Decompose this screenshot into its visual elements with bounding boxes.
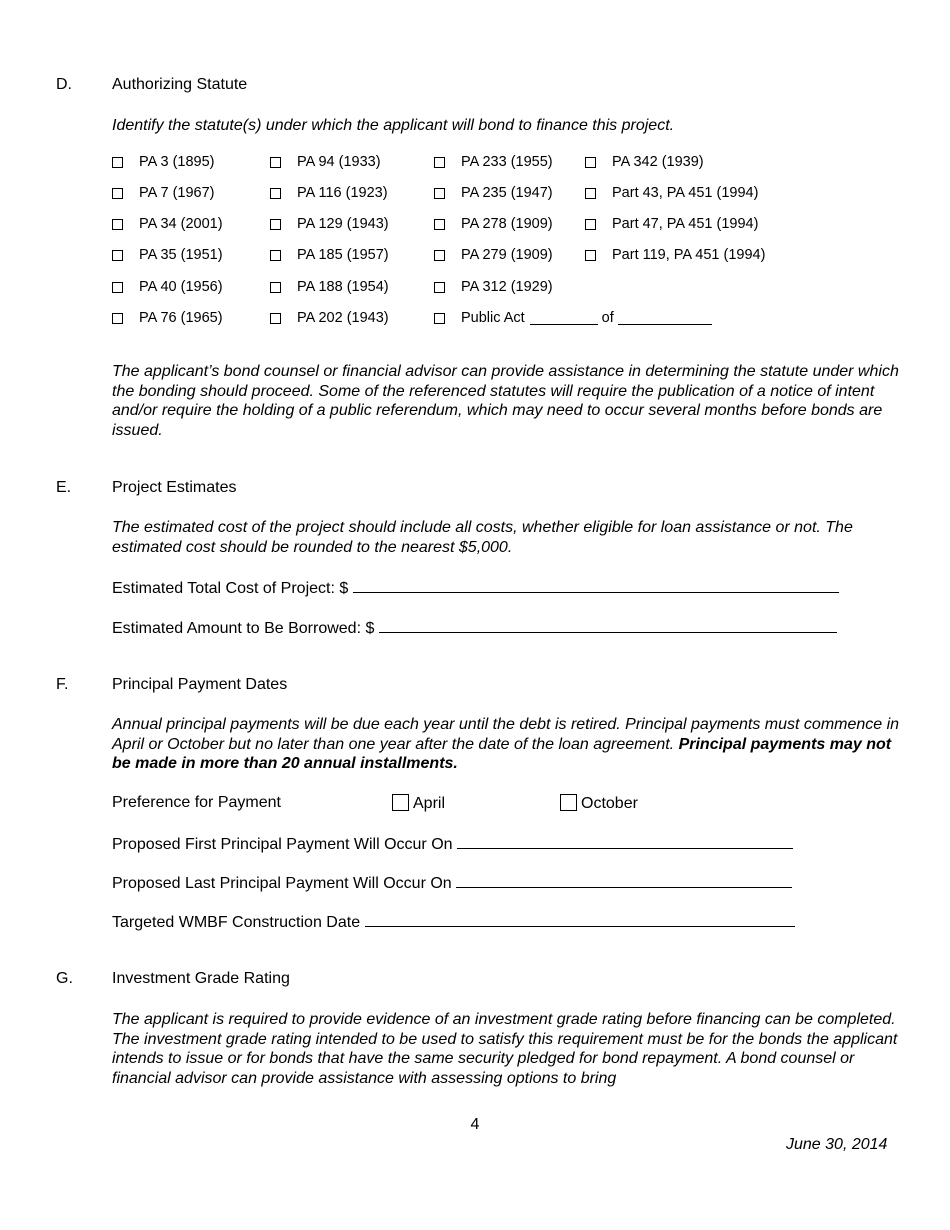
checkbox[interactable] xyxy=(112,157,123,168)
section-e-title: Project Estimates xyxy=(112,479,237,496)
first-payment-field[interactable] xyxy=(457,834,793,849)
total-cost-row xyxy=(112,578,839,598)
checkbox[interactable] xyxy=(270,282,281,293)
statute-label: PA 312 (1929) xyxy=(461,279,553,295)
section-g-title: Investment Grade Rating xyxy=(112,970,290,987)
last-payment-row xyxy=(112,873,792,893)
section-d-note: The applicant’s bond counsel or financial advisor can provide assistance in determining the statute under which the bonding should proceed. Some of the referenced statutes will require the publication of a notice of intent and/or require the holding of a public referendum, which may need to occur several months before bonds are issued. xyxy=(112,363,899,439)
option-april[interactable] xyxy=(392,794,445,813)
public-act-number-field[interactable] xyxy=(530,312,598,325)
statute-option[interactable] xyxy=(270,247,389,263)
checkbox[interactable] xyxy=(270,157,281,168)
statute-label: PA 94 (1933) xyxy=(297,154,381,170)
checkbox[interactable] xyxy=(270,250,281,261)
statute-option[interactable] xyxy=(270,279,389,295)
construction-row xyxy=(112,912,795,932)
construction-label: Targeted WMBF Construction Date xyxy=(112,914,361,931)
checkbox[interactable] xyxy=(270,313,281,324)
checkbox[interactable] xyxy=(434,313,445,324)
first-payment-label: Proposed First Principal Payment Will Occur On xyxy=(112,836,453,853)
statute-option[interactable] xyxy=(434,247,553,263)
statute-label: PA 40 (1956) xyxy=(139,279,223,295)
statute-label: PA 235 (1947) xyxy=(461,185,553,201)
statute-option[interactable] xyxy=(112,154,215,170)
checkbox[interactable] xyxy=(585,250,596,261)
statute-label: PA 233 (1955) xyxy=(461,154,553,170)
statute-label: PA 35 (1951) xyxy=(139,247,223,263)
october-label: October xyxy=(581,795,638,812)
section-f-letter: F. xyxy=(56,676,69,693)
statute-option[interactable] xyxy=(434,216,553,232)
checkbox[interactable] xyxy=(434,282,445,293)
checkbox[interactable] xyxy=(112,219,123,230)
checkbox[interactable] xyxy=(112,250,123,261)
checkbox[interactable] xyxy=(270,188,281,199)
checkbox[interactable] xyxy=(270,219,281,230)
statute-option[interactable] xyxy=(270,185,388,201)
section-e-instruction: The estimated cost of the project should include all costs, whether eligible for loan assistance or not. The estimated cost should be rounded to the nearest $5,000. xyxy=(112,519,853,556)
borrowed-row xyxy=(112,618,837,638)
statute-label: PA 342 (1939) xyxy=(612,154,704,170)
checkbox[interactable] xyxy=(585,188,596,199)
preference-label: Preference for Payment xyxy=(112,794,281,811)
statute-label: PA 279 (1909) xyxy=(461,247,553,263)
section-g-letter: G. xyxy=(56,970,73,987)
statute-option[interactable] xyxy=(270,310,389,326)
april-checkbox[interactable] xyxy=(392,794,409,811)
total-cost-field[interactable] xyxy=(353,578,839,593)
checkbox[interactable] xyxy=(112,188,123,199)
statute-option[interactable] xyxy=(270,154,381,170)
section-d-instruction: Identify the statute(s) under which the applicant will bond to finance this project. xyxy=(112,117,675,134)
checkbox[interactable] xyxy=(434,250,445,261)
footer-date: June 30, 2014 xyxy=(786,1136,888,1153)
checkbox[interactable] xyxy=(434,188,445,199)
statute-option[interactable] xyxy=(112,185,215,201)
checkbox[interactable] xyxy=(112,313,123,324)
statute-option[interactable] xyxy=(434,154,553,170)
borrowed-field[interactable] xyxy=(379,618,837,633)
statute-label: PA 278 (1909) xyxy=(461,216,553,232)
section-g-instruction: The applicant is required to provide evidence of an investment grade rating before financing can be completed. The investment grade rating intended to be used to satisfy this requirement must be for the bonds the applicant intends to issue or for bonds that have the same security pledged for bond repayment. A bond counsel or financial advisor can provide assistance with assessing options to bring xyxy=(112,1011,898,1087)
option-october[interactable] xyxy=(560,794,638,813)
checkbox[interactable] xyxy=(112,282,123,293)
first-payment-row xyxy=(112,834,793,854)
public-act-year-field[interactable] xyxy=(618,312,712,325)
public-act-label: Public Act xyxy=(461,310,525,326)
statute-option[interactable] xyxy=(112,310,223,326)
statute-label: PA 34 (2001) xyxy=(139,216,223,232)
checkbox[interactable] xyxy=(434,219,445,230)
checkbox[interactable] xyxy=(585,219,596,230)
statute-option[interactable] xyxy=(585,185,758,201)
statute-option[interactable] xyxy=(434,185,553,201)
statute-public-act[interactable] xyxy=(434,310,712,326)
section-f-instruction xyxy=(112,715,902,774)
section-f-instruction-bold: Principal payments may not be made in more than 20 annual installments. xyxy=(112,735,892,772)
statute-label: PA 3 (1895) xyxy=(139,154,215,170)
statute-option[interactable] xyxy=(585,216,758,232)
page-number: 4 xyxy=(470,1116,480,1133)
statute-option[interactable] xyxy=(112,279,223,295)
statute-label: PA 185 (1957) xyxy=(297,247,389,263)
section-e-letter: E. xyxy=(56,479,72,496)
statute-option[interactable] xyxy=(112,247,223,263)
statute-option[interactable] xyxy=(270,216,389,232)
public-act-of-label: of xyxy=(601,310,614,326)
last-payment-field[interactable] xyxy=(456,873,792,888)
statute-label: Part 43, PA 451 (1994) xyxy=(612,185,759,201)
statute-option[interactable] xyxy=(585,154,704,170)
section-f-title: Principal Payment Dates xyxy=(112,676,288,693)
borrowed-label: Estimated Amount to Be Borrowed: $ xyxy=(112,620,375,637)
statute-label: PA 202 (1943) xyxy=(297,310,389,326)
statute-label: PA 116 (1923) xyxy=(297,185,388,201)
last-payment-label: Proposed Last Principal Payment Will Occur On xyxy=(112,875,452,892)
section-f-instruction-text: Annual principal payments will be due each year until the debt is retired. Principal payments must commence in April or October but no later than one year after the date of the loan agreement. xyxy=(112,716,900,753)
statute-label: PA 129 (1943) xyxy=(297,216,389,232)
statute-option[interactable] xyxy=(112,216,223,232)
checkbox[interactable] xyxy=(434,157,445,168)
statute-label: PA 188 (1954) xyxy=(297,279,389,295)
total-cost-label: Estimated Total Cost of Project: $ xyxy=(112,580,349,597)
october-checkbox[interactable] xyxy=(560,794,577,811)
section-d-letter: D. xyxy=(56,76,72,93)
statute-option[interactable] xyxy=(434,279,553,295)
statute-label: Part 47, PA 451 (1994) xyxy=(612,216,759,232)
construction-field[interactable] xyxy=(365,912,795,927)
checkbox[interactable] xyxy=(585,157,596,168)
statute-label: PA 7 (1967) xyxy=(139,185,215,201)
statute-option[interactable] xyxy=(585,247,765,263)
statute-label: PA 76 (1965) xyxy=(139,310,223,326)
april-label: April xyxy=(413,795,446,812)
statute-label: Part 119, PA 451 (1994) xyxy=(612,247,766,263)
section-d-title: Authorizing Statute xyxy=(112,76,248,93)
